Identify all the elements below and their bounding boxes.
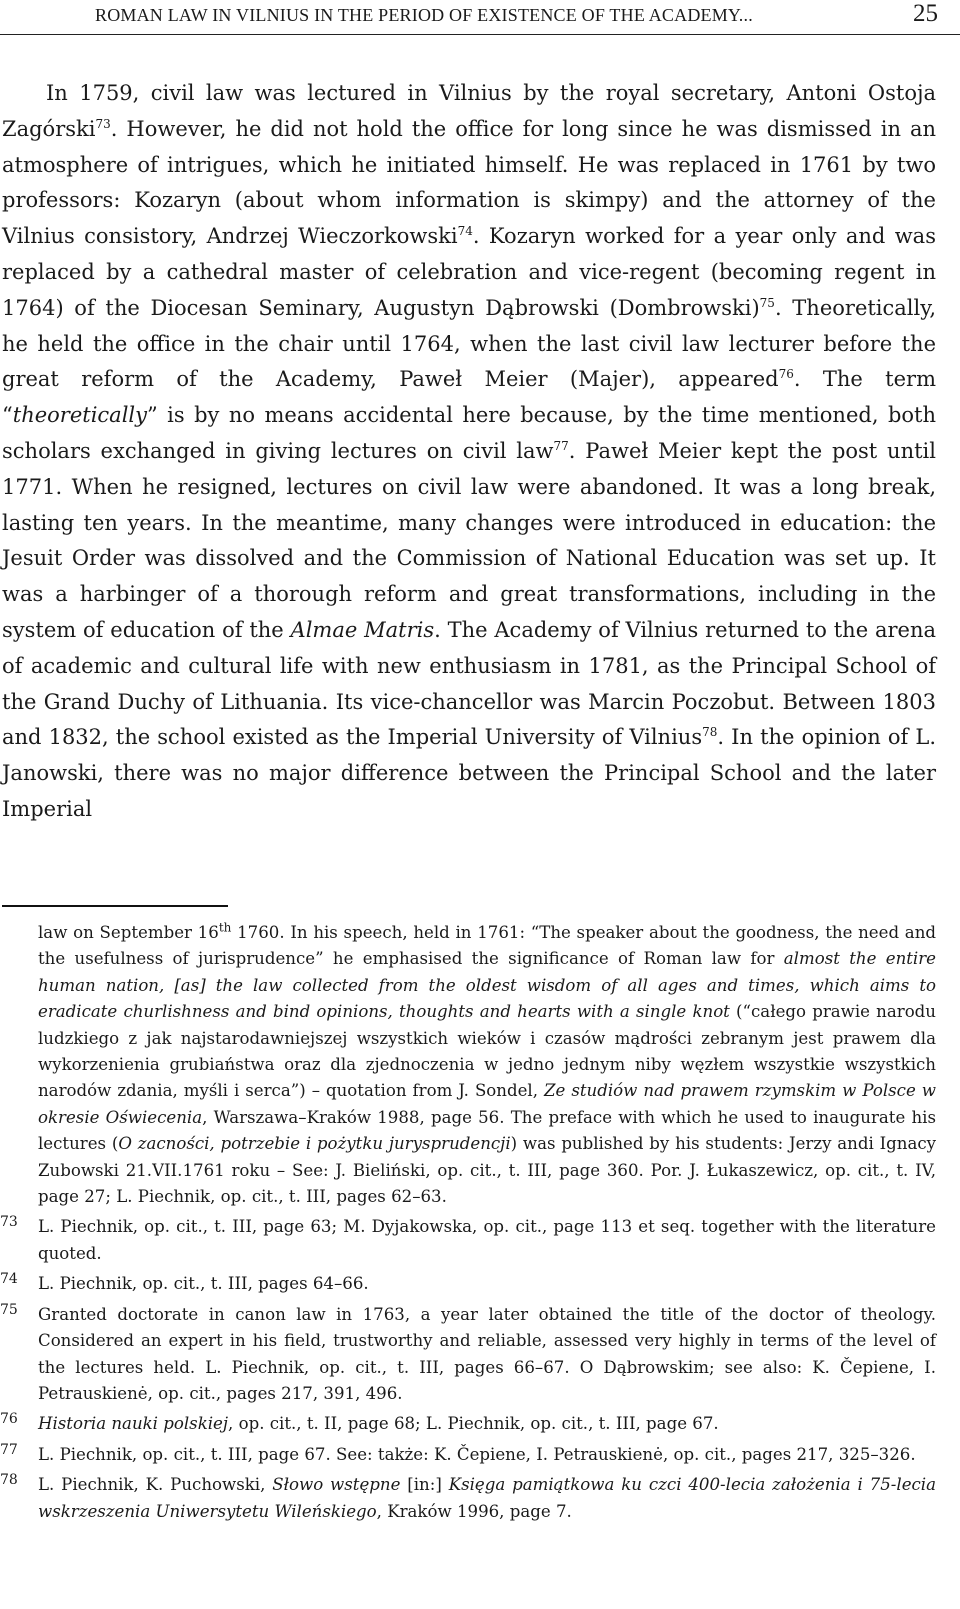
text-run: . In the opinion of L. Janowski, there was no major difference between the Principal School and the later Imperial — [2, 725, 937, 821]
footnote-number: 74 — [0, 1271, 18, 1288]
text-run: L. Piechnik, op. cit., t. III, page 63; M. Dyjakowska, op. cit., page 113 et seq. together with the literature quoted. — [38, 1217, 936, 1263]
emphasis: O zacności, potrzebie i pożytku jurysprudencji — [118, 1134, 511, 1154]
text-run: L. Piechnik, K. Puchowski, — [38, 1475, 273, 1495]
footnote-continued — [0, 920, 936, 1210]
footnote-ref-73[interactable]: 73 — [95, 116, 111, 131]
emphasis: Księga pamiątkowa ku czci 400-lecia założenia i 75-lecia wskrzeszenia Uniwersytetu Wileńskiego — [38, 1475, 937, 1521]
emphasis: Historia nauki polskiej — [38, 1414, 229, 1434]
footnote-number: 78 — [0, 1472, 18, 1489]
text-run: . Kozaryn worked for a year only and was replaced by a cathedral master of celebration and vice-regent (becoming regent in 1764) of the Diocesan Seminary, Augustyn Dąbrowski (Dombrowski) — [2, 224, 936, 320]
text-run: L. Piechnik, op. cit., t. III, page 67. See: także: K. Čepiene, I. Petrauskienė, op. cit., pages 217, 325–326. — [38, 1444, 916, 1464]
footnote-number: 73 — [0, 1214, 18, 1231]
page-number: 25 — [913, 0, 938, 27]
text-run: , op. cit., t. II, page 68; L. Piechnik, op. cit., t. III, page 67. — [228, 1414, 719, 1434]
text-run: law on September 16 — [38, 923, 219, 942]
running-header — [0, 0, 960, 35]
text-run: . The term “ — [2, 367, 936, 428]
text-run: ” is by no means accidental here because, by the time mentioned, both scholars exchanged in giving lectures on civil law — [2, 403, 936, 463]
emphasis: Almae Matris — [290, 617, 435, 642]
footnote-ref-78[interactable]: 78 — [702, 725, 718, 740]
text-run: ) was published by his students: Jerzy andi Ignacy Zubowski 21.VII.1761 roku – See: J. Bieliński, op. cit., t. III, page 360. Por. J. Łukaszewicz, op. cit., t. IV, page 27; L. Piechnik, op. cit., t. III, pages 62–63. — [38, 1134, 937, 1207]
footnote-74 — [0, 1271, 936, 1297]
text-run: In 1759, civil law was lectured in Vilnius by the royal secretary, Antoni Ostoja Zagórski — [2, 81, 936, 141]
emphasis: Słowo wstępne — [272, 1475, 401, 1495]
text-run: (“całego prawie narodu ludzkiego z jak najstarodawniejszej wszystkich wieków i czasów mądrości zebranym jest prawem dla wykorzenienia grubiaństwa oraz dla zjednoczenia w jedno jednym niby węzłem wszystkie wszystkich narodów zdania, myśli i serca”) – quotation from J. Sondel, — [38, 1002, 936, 1101]
text-run: Granted doctorate in canon law in 1763, a year later obtained the title of the doctor of theology. Considered an expert in his field, trustworthy and reliable, assessed very highly in terms of the level of the lectures held. L. Piechnik, op. cit., t. III, pages 66–67. O Dąbrowskim; see also: K. Čepiene, I. Petrauskienė, op. cit., pages 217, 391, 496. — [38, 1304, 936, 1403]
text-run: . Theoretically, he held the office in the chair until 1764, when the last civil law lecturer before the great reform of the Academy, Paweł Meier (Majer), appeared — [2, 295, 936, 392]
footnote-ref-76[interactable]: 76 — [778, 367, 794, 382]
text-run: . The Academy of Vilnius returned to the arena of academic and cultural life with new enthusiasm in 1781, as the Principal School of the Grand Duchy of Lithuania. Its vice-chancellor was Marcin Poczobut. Between 1803 and 1832, the school existed as the Imperial University of Vilnius — [2, 617, 936, 750]
footnote-number: 75 — [0, 1301, 18, 1318]
text-run: , Warszawa–Kraków 1988, page 56. The preface with which he used to inaugurate his lectures ( — [38, 1107, 937, 1154]
footnote-number: 76 — [0, 1411, 18, 1428]
footnote-ref-75[interactable]: 75 — [759, 295, 775, 310]
footnote-77 — [0, 1442, 936, 1468]
body-paragraph — [2, 76, 936, 828]
footnote-73 — [0, 1214, 936, 1267]
footnote-ref-77[interactable]: 77 — [553, 438, 569, 453]
emphasis: almost the entire human nation, [as] the law collected from the oldest wisdom of all ages and times, which aims to eradicate churlishness and bind opinions, thoughts and hearts with a single knot — [38, 949, 936, 1022]
footnote-76 — [0, 1411, 936, 1437]
footnote-separator — [2, 905, 228, 907]
running-title: ROMAN LAW IN VILNIUS IN THE PERIOD OF EXISTENCE OF THE ACADEMY... — [95, 5, 753, 25]
ordinal-suffix: th — [218, 920, 232, 935]
emphasis: theoretically — [12, 403, 147, 428]
emphasis: Ze studiów nad prawem rzymskim w Polsce w okresie Oświecenia — [38, 1081, 936, 1127]
footnote-78 — [0, 1472, 936, 1525]
text-run: . Paweł Meier kept the post until 1771. When he resigned, lectures on civil law were abandoned. It was a long break, lasting ten years. In the meantime, many changes were introduced in education: the Jesuit Order was dissolved and the Commission of National Education was set up. It was a harbinger of a thorough reform and great transformations, including in the system of education of the — [2, 438, 936, 642]
footnotes — [0, 920, 936, 1525]
footnote-75 — [0, 1302, 936, 1408]
text-run: , Kraków 1996, page 7. — [376, 1501, 572, 1521]
text-run: L. Piechnik, op. cit., t. III, pages 64–66. — [38, 1274, 369, 1294]
main-text — [2, 76, 936, 828]
text-run: [in:] — [400, 1475, 449, 1495]
text-run: . However, he did not hold the office for long since he was dismissed in an atmosphere of intrigues, which he initiated himself. He was replaced in 1761 by two professors: Kozaryn (about whom information is skimpy) and the attorney of the Vilnius consistory, Andrzej Wieczorkowski — [2, 116, 936, 249]
footnote-number: 77 — [0, 1441, 18, 1458]
footnote-ref-74[interactable]: 74 — [457, 224, 473, 239]
text-run: 1760. In his speech, held in 1761: “The speaker about the goodness, the need and the usefulness of jurisprudence” he emphasised the significance of Roman law for — [38, 923, 937, 969]
